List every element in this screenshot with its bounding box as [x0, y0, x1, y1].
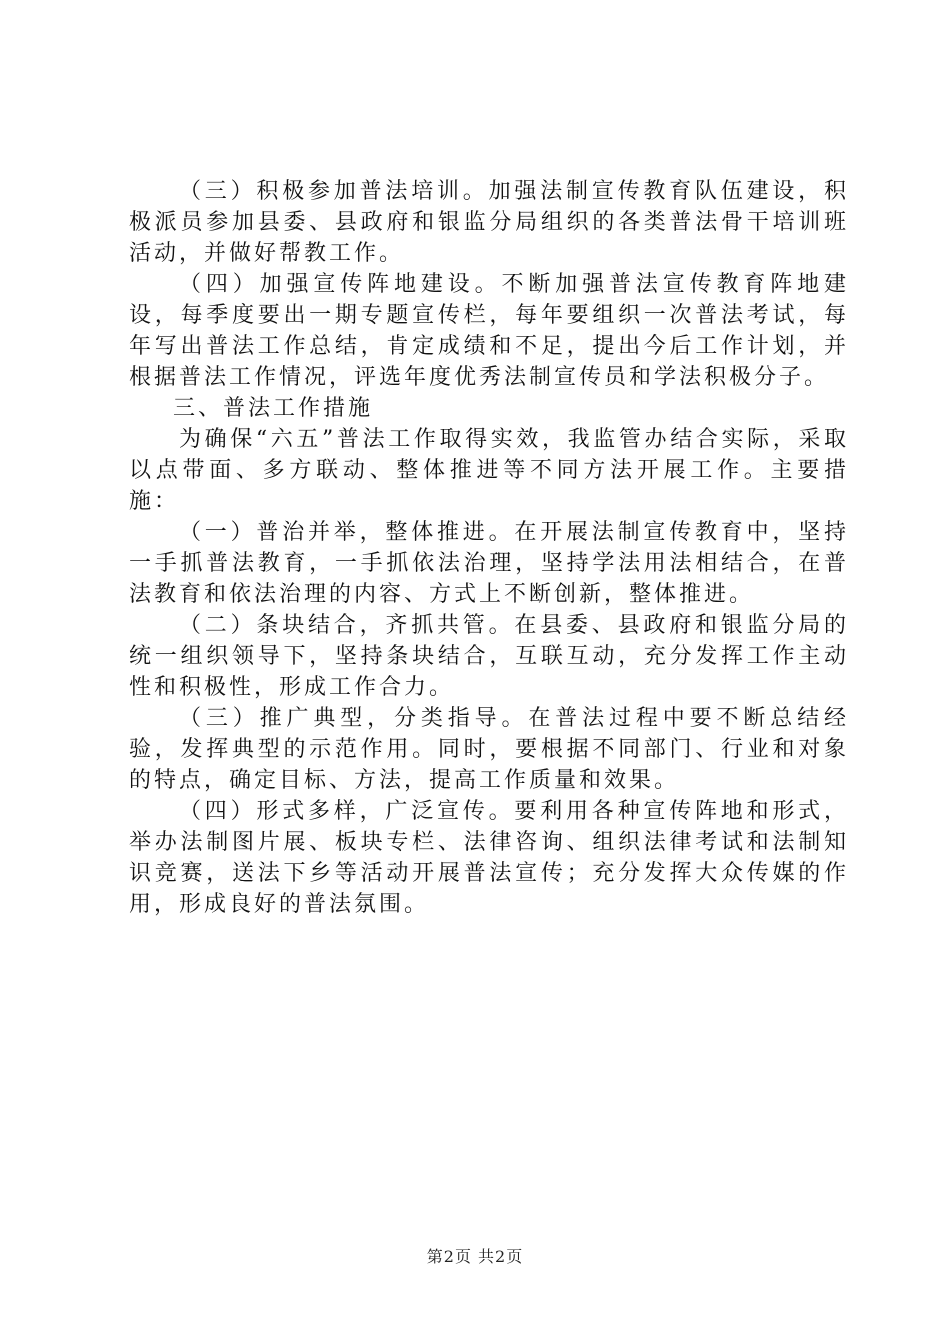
paragraph-measures-intro: 为确保“六五”普法工作取得实效，我监管办结合实际，采取以点带面、多方联动、整体推进等不同方法开展工作。主要措施： [129, 427, 849, 514]
page-number-footer: 第2页 共2页 [426, 1247, 524, 1266]
section-heading-measures: 三、普法工作措施 [173, 396, 374, 421]
paragraph-measure-2: （二）条块结合，齐抓共管。在县委、县政府和银监分局的统一组织领导下，坚持条块结合，互联互动，充分发挥工作主动性和积极性，形成工作合力。 [129, 613, 849, 700]
document-body [129, 176, 849, 920]
paragraph-training: （三）积极参加普法培训。加强法制宣传教育队伍建设，积极派员参加县委、县政府和银监分局组织的各类普法骨干培训班活动，并做好帮教工作。 [129, 179, 849, 266]
paragraph-measure-4: （四）形式多样，广泛宣传。要利用各种宣传阵地和形式，举办法制图片展、板块专栏、法律咨询、组织法律考试和法制知识竞赛，送法下乡等活动开展普法宣传；充分发挥大众传媒的作用，形成良好的普法氛围。 [129, 799, 849, 917]
paragraph-measure-3: （三）推广典型，分类指导。在普法过程中要不断总结经验，发挥典型的示范作用。同时，要根据不同部门、行业和对象的特点，确定目标、方法，提高工作质量和效果。 [129, 706, 849, 793]
paragraph-measure-1: （一）普治并举，整体推进。在开展法制宣传教育中，坚持一手抓普法教育，一手抓依法治理，坚持学法用法相结合，在普法教育和依法治理的内容、方式上不断创新，整体推进。 [129, 520, 849, 607]
paragraph-publicity-base: （四）加强宣传阵地建设。不断加强普法宣传教育阵地建设，每季度要出一期专题宣传栏，每年要组织一次普法考试，每年写出普法工作总结，肯定成绩和不足，提出今后工作计划，并根据普法工作情况，评选年度优秀法制宣传员和学法积极分子。 [129, 272, 849, 390]
